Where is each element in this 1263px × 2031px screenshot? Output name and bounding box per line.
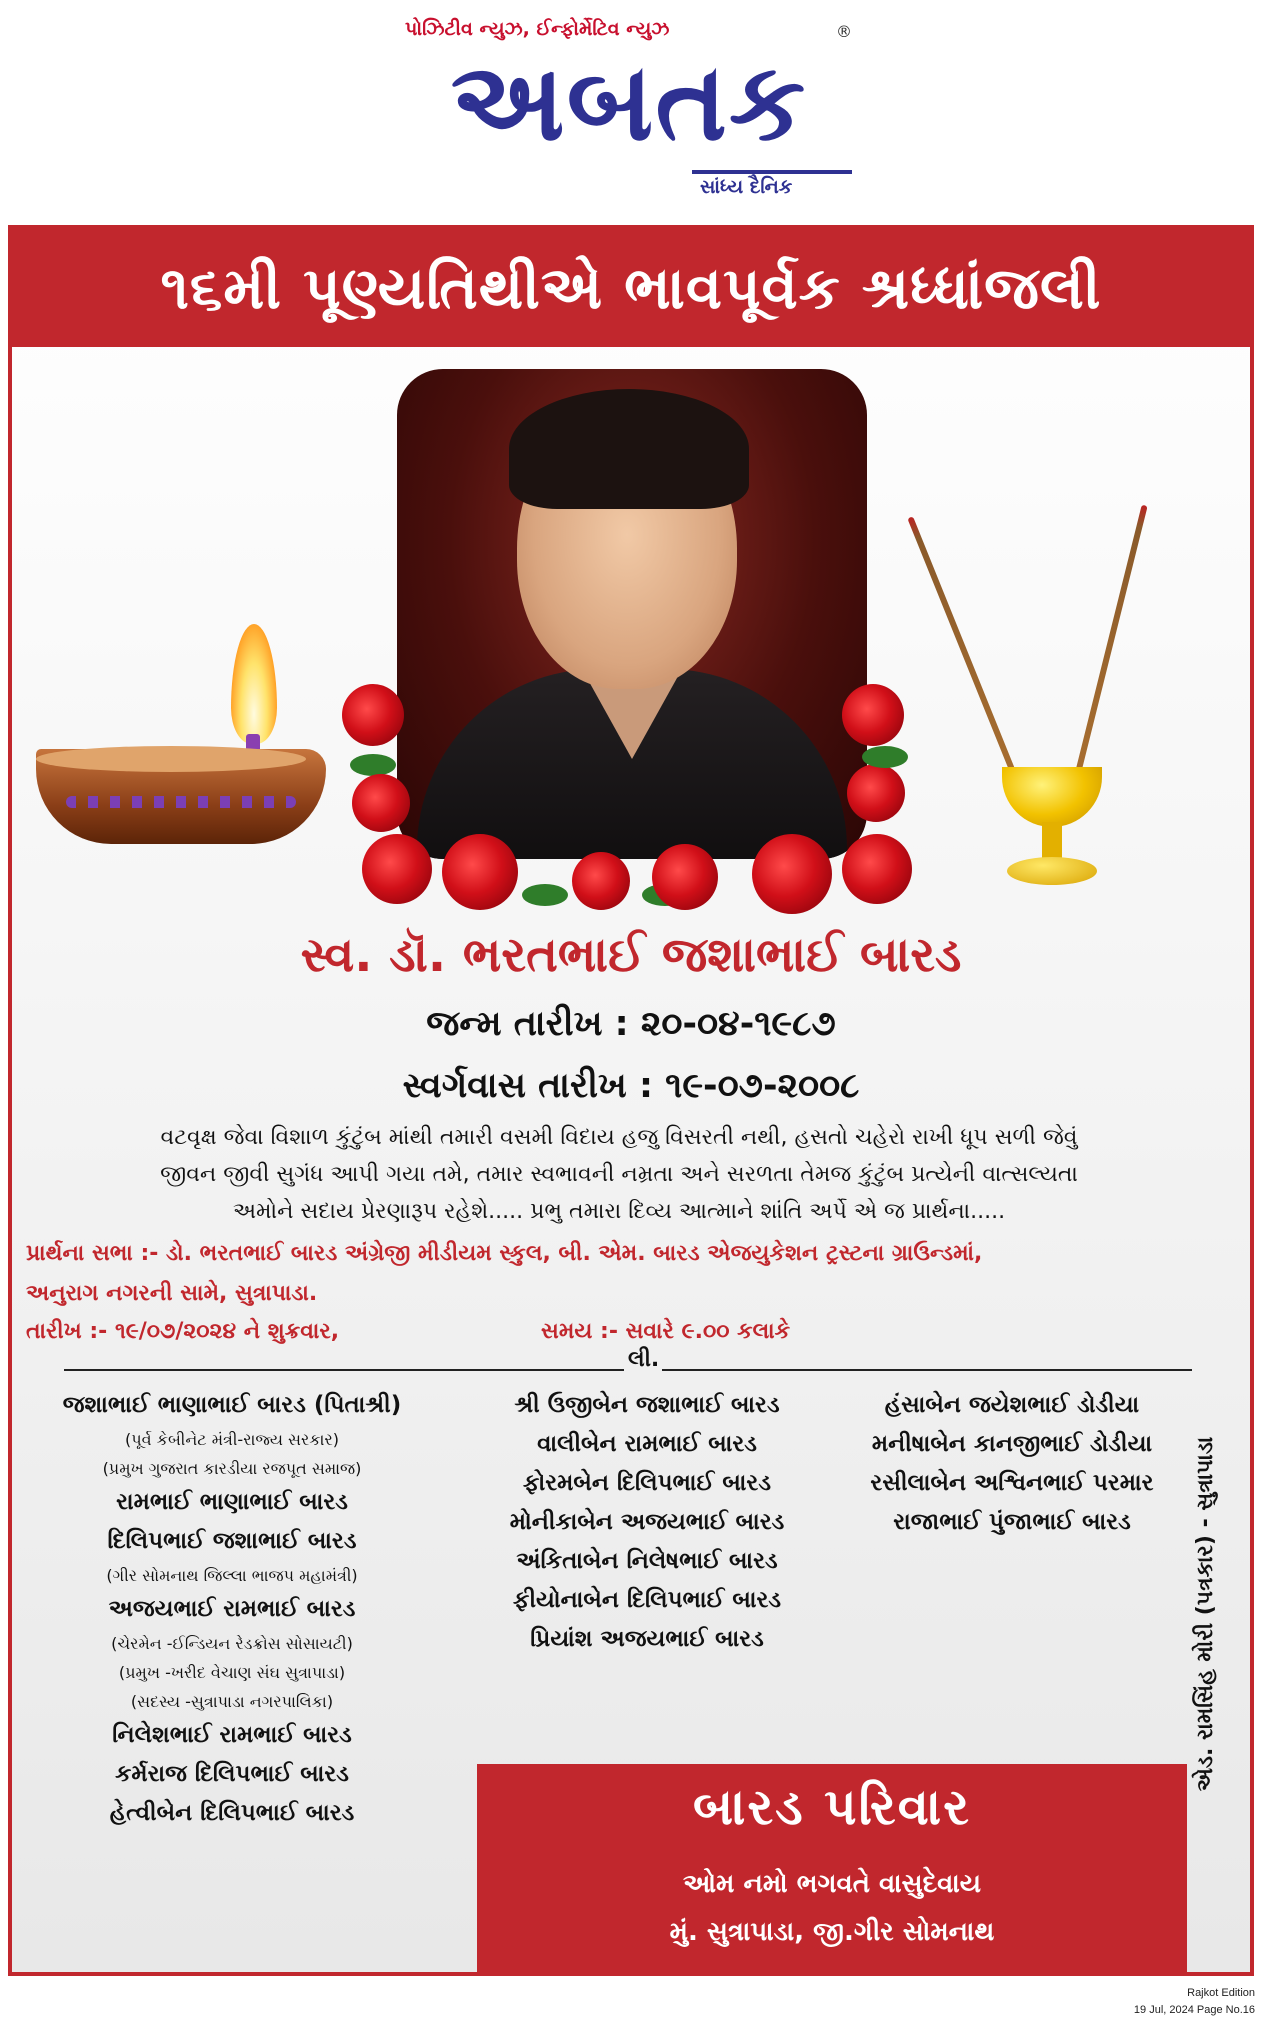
member-designation: (પૂર્વ કેબીનેટ મંત્રી-રાજ્ય સરકાર) [124, 1430, 339, 1449]
family-member: પ્રિયાંશ અજયભાઈ બારડ [530, 1626, 764, 1652]
brand-logo[interactable] [405, 40, 853, 165]
portrait-hair [509, 389, 749, 509]
rose-icon [652, 844, 718, 910]
flame-icon [231, 624, 277, 744]
family-member: દિલિપભાઈ જશાભાઈ બારડ [107, 1528, 357, 1554]
brand-underline [692, 170, 852, 174]
rose-icon [842, 684, 904, 746]
li-label: લી. [628, 1347, 660, 1372]
diya-lamp-illustration [36, 624, 326, 844]
tribute-line: અમોને સદાય પ્રેરણારૂપ રહેશે..... પ્રભુ તમારા દિવ્ય આત્માને શાંતિ અર્પે એ જ પ્રાર્થના..... [232, 1199, 1006, 1224]
member-designation: (ગીર સોમનાથ જિલ્લા ભાજપ મહામંત્રી) [106, 1566, 358, 1585]
mantra: ઓમ નમો ભગવતે વાસુદેવાય [682, 1869, 982, 1899]
edition-date-page: 19 Jul, 2024 Page No.16 [1133, 2004, 1255, 2016]
family-member: નિલેશભાઈ રામભાઈ બારડ [112, 1722, 352, 1748]
masthead-subtitle: સાંધ્ય દૈનિક [700, 176, 793, 198]
family-column-1 [12, 1386, 452, 1833]
tribute-line: વટવૃક્ષ જેવા વિશાળ કુંટુંબ માંથી તમારી વસમી વિદાય હજુ વિસરતી નથી, હસતો ચહેરો રાખી ધૂપ સળી જેવું [160, 1125, 1078, 1150]
prayer-meeting-venue [26, 1234, 1206, 1314]
family-member: જશાભાઈ ભાણાભાઈ બારડ (પિતાશ્રી) [62, 1392, 402, 1418]
divider-line [662, 1369, 1192, 1371]
family-member: રાજાભાઈ પુંજાભાઈ બારડ [893, 1509, 1131, 1535]
prayer-line: પ્રાર્થના સભા :- ડો. ભરતભાઈ બારડ અંગ્રેજી મીડીયમ સ્કુલ, બી. એમ. બારડ એજયુકેશન ટ્રસ્ટના ગ્રાઉન્ડમાં, [26, 1241, 983, 1266]
masthead [0, 0, 1263, 220]
rose-icon [352, 774, 410, 832]
rose-icon [847, 764, 905, 822]
obituary-advertisement [8, 225, 1254, 1976]
family-column-2 [457, 1386, 837, 1659]
prayer-line: અનુરાગ નગરની સામે, સુત્રાપાડા. [26, 1281, 318, 1306]
divider-line [64, 1369, 624, 1371]
lamp-rim [36, 746, 306, 772]
ad-credit-text: એડ. રામસિંહ મોરી (પત્રકાર) - સુત્રાપાડા [1193, 1436, 1218, 1792]
prayer-date: તારીખ :- ૧૯/૦૭/૨૦૨૪ ને શુક્રવાર, [26, 1319, 340, 1344]
family-member: રામભાઈ ભાણાભાઈ બારડ [116, 1489, 348, 1515]
family-signature-box [477, 1764, 1187, 1972]
lamp-decoration [66, 796, 296, 808]
leaf-icon [350, 754, 396, 776]
family-member: શ્રી ઉજીબેન જશાભાઈ બારડ [514, 1392, 780, 1418]
family-column-3 [827, 1386, 1197, 1542]
rose-icon [362, 834, 432, 904]
death-date: સ્વર્ગવાસ તારીખ : ૧૯-૦૭-૨૦૦૮ [402, 1066, 860, 1106]
member-designation: (પ્રમુખ -ખરીદ વેચાણ સંઘ સુત્રાપાડા) [118, 1663, 346, 1682]
masthead-tagline: પોઝિટીવ ન્યુઝ, ઈન્ફોર્મેટિવ ન્યુઝ [405, 18, 670, 40]
rose-icon [842, 834, 912, 904]
leaf-icon [522, 884, 568, 906]
incense-holder-illustration [962, 497, 1132, 897]
prayer-time: સમય :- સવારે ૯.૦૦ કલાકે [541, 1319, 791, 1344]
header-band [12, 229, 1250, 347]
rose-icon [442, 834, 518, 910]
leaf-icon [862, 746, 908, 768]
family-member: રસીલાબેન અશ્વિનભાઈ પરમાર [870, 1470, 1154, 1496]
family-member: મોનીકાબેન અજયભાઈ બારડ [509, 1509, 785, 1535]
holder-base [1007, 857, 1097, 885]
family-member: મનીષાબેન કાનજીભાઈ ડોડીયા [871, 1431, 1153, 1457]
incense-stick-icon [1074, 505, 1148, 778]
family-member: હંસાબેન જયેશભાઈ ડોડીયા [884, 1392, 1140, 1418]
family-member: કર્મરાજ દિલિપભાઈ બારડ [115, 1761, 349, 1787]
family-member: અંકિતાબેન નિલેષભાઈ બારડ [516, 1548, 778, 1574]
member-designation: (ચેરમેન -ઈન્ડિયન રેડક્રોસ સોસાયટી) [111, 1634, 353, 1653]
edition-footer [1134, 1985, 1255, 2019]
rose-icon [342, 684, 404, 746]
member-designation: (પ્રમુખ ગુજરાત કારડીયા રજપૂત સમાજ) [102, 1459, 362, 1478]
tribute-heading: ૧૬મી પૂણ્યતિથીએ ભાવપૂર્વક શ્રધ્ધાંજલી [160, 254, 1102, 322]
deceased-name: સ્વ. ડૉ. ભરતભાઈ જશાભાઈ બારડ [300, 927, 962, 983]
holder-stem [1042, 822, 1062, 862]
brand-wordmark: અબતક [450, 40, 808, 165]
registered-mark: ® [836, 22, 852, 41]
family-member: અજયભાઈ રામભાઈ બારડ [108, 1596, 356, 1622]
rose-icon [752, 834, 832, 914]
rose-icon [572, 852, 630, 910]
ad-credit-vertical [1187, 1334, 1243, 1894]
member-designation: (સદસ્ય -સુત્રાપાડા નગરપાલિકા) [130, 1692, 334, 1711]
family-member: ફીયોનાબેન દિલિપભાઈ બારડ [513, 1587, 781, 1613]
edition-name: Rajkot Edition [1187, 1987, 1255, 1999]
holder-cup [1002, 767, 1102, 827]
family-address: મું. સુત્રાપાડા, જી.ગીર સોમનાથ [669, 1917, 995, 1947]
family-member: ફોરમબેન દિલિપભાઈ બારડ [523, 1470, 771, 1496]
tribute-line: જીવન જીવી સુગંધ આપી ગયા તમે, તમાર સ્વભાવની નમ્રતા અને સરળતા તેમજ કુંટુંબ પ્રત્યેની વાત્સલ્યતા [160, 1162, 1078, 1187]
family-name: બારડ પરિવાર [693, 1778, 971, 1836]
family-member: વાલીબેન રામભાઈ બારડ [537, 1431, 757, 1457]
tribute-message [34, 1119, 1204, 1230]
family-member: હેત્વીબેન દિલિપભાઈ બારડ [109, 1800, 355, 1826]
rose-garland [342, 684, 922, 914]
birth-date: જન્મ તારીખ : ૨૦-૦૪-૧૯૮૭ [426, 1004, 836, 1044]
incense-stick-icon [907, 516, 1017, 778]
